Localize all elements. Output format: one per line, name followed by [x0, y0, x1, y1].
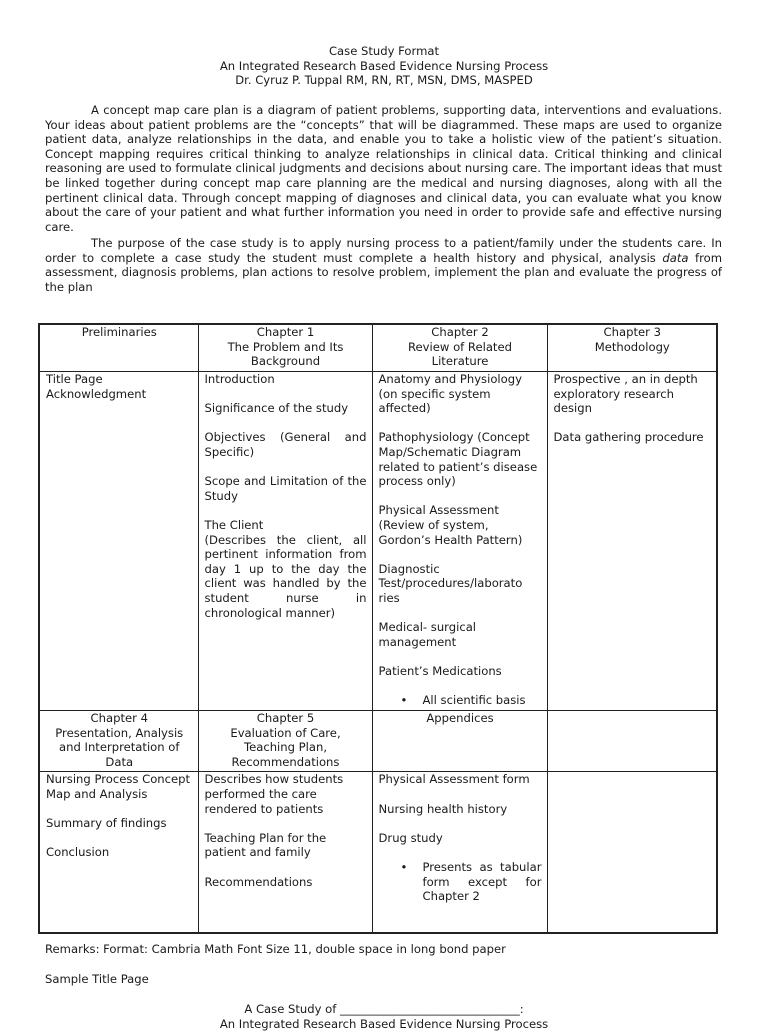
pathophysiology-item: Pathophysiology (Concept Map/Schematic Diagram related to patient’s disease process only): [378, 430, 538, 489]
header-chapter-1: [198, 324, 372, 372]
p2-text-before: The purpose of the case study is to apply nursing process to a patient/family under the students care. In order to complete a case study the student must complete a health history and physical, analysis: [45, 236, 722, 265]
recommendations-item: Recommendations: [204, 874, 313, 889]
assessment-form-item: Physical Assessment form: [378, 772, 530, 787]
chapter-3-cell: [547, 372, 717, 711]
data-gathering-item: Data gathering procedure: [553, 430, 704, 445]
chapter-5-label: Chapter 5: [256, 711, 315, 725]
integrated-process-line: An Integrated Research Based Evidence Nursing Process: [219, 1017, 549, 1031]
chapter-5-title: Evaluation of Care, Teaching Plan, Recommendations: [230, 725, 341, 769]
intro-paragraph-2: [45, 236, 722, 294]
chapter-3-label: Chapter 3: [603, 325, 661, 339]
scope-item: Scope and Limitation of the Study: [204, 474, 367, 503]
scientific-basis-bullet: [379, 693, 542, 708]
header-empty-cell: [547, 711, 717, 772]
drug-study-item: Drug study: [378, 830, 443, 845]
anatomy-item: Anatomy and Physiology (on specific system affected): [378, 372, 522, 416]
header-preliminaries-label: Preliminaries: [81, 325, 157, 339]
intro-paragraph-1: A concept map care plan is a diagram of patient problems, supporting data, interventions and evaluations. Your ideas about patient problems are the “concepts” that will be diagrammed. These maps are used to organize patient data, analyze relationships in the data, and enable you to take a holistic view of the patient’s situation. Concept mapping requires critical thinking to analyze relationships in clinical data. Critical thinking and clinical reasoning are used to formulate clinical judgments and decisions about nursing care. The important ideas that must be linked together during concept map care planning are the medical and nursing diagnoses, along with all the pertinent clinical data. Through concept mapping of diagnoses and clinical data, you can evaluate what you know about the care of your patient and what further information you need in order to provide safe and effective nursing care.: [45, 103, 722, 234]
remarks-line: Remarks: Format: Cambria Math Font Size 11, double space in long bond paper: [45, 942, 506, 956]
document-author: Dr. Cyruz P. Tuppal RM, RN, RT, MSN, DMS, MASPED: [235, 73, 533, 88]
table-row-1: [39, 372, 717, 711]
teaching-plan-item: Teaching Plan for the patient and family: [204, 830, 327, 860]
chapter-2-label: Chapter 2: [431, 325, 489, 339]
significance-item: Significance of the study: [204, 401, 349, 416]
p2-italic-data: data: [662, 250, 689, 265]
chapter-4-label: Chapter 4: [90, 711, 148, 725]
header-appendices: [372, 711, 547, 772]
medical-surgical-item: Medical- surgical management: [378, 620, 477, 649]
physical-assessment-item: Physical Assessment (Review of system, Gordon’s Health Pattern): [378, 503, 523, 547]
chapter-5-cell: [198, 772, 372, 934]
prospective-item: Prospective , an in depth exploratory research design: [553, 372, 698, 416]
describes-item: Describes how students performed the care rendered to patients: [204, 772, 344, 816]
sample-title-label: Sample Title Page: [45, 972, 149, 986]
title-page-item: Title Page: [46, 372, 103, 386]
preliminaries-cell: [39, 372, 198, 711]
header-chapter-4: [39, 711, 198, 772]
objectives-item: Objectives (General and Specific): [204, 430, 367, 459]
empty-cell: [547, 772, 717, 934]
health-history-item: Nursing health history: [378, 801, 508, 816]
chapter-3-title: Methodology: [594, 339, 670, 354]
appendices-label: Appendices: [426, 711, 494, 725]
introduction-item: Introduction: [204, 372, 275, 386]
client-description: (Describes the client, all pertinent information from day 1 up to the day the client was handled by the student nurse in chronological manner): [204, 532, 367, 620]
medications-item: Patient’s Medications: [378, 663, 502, 678]
tabular-form-bullet: [379, 860, 542, 904]
document-subtitle: An Integrated Research Based Evidence Nursing Process: [219, 58, 549, 73]
case-study-title-line: A Case Study of _______________________________:: [244, 1002, 524, 1016]
document-header: [0, 44, 768, 88]
header-chapter-3: [547, 324, 717, 372]
chapter-2-cell: [372, 372, 547, 711]
appendices-cell: [372, 772, 547, 934]
table-header-row-1: [39, 324, 717, 372]
diagnostic-item: Diagnostic Test/procedures/laborato ries: [378, 561, 523, 605]
table-header-row-2: [39, 711, 717, 772]
chapter-1-label: Chapter 1: [256, 325, 315, 339]
chapter-4-cell: [39, 772, 198, 934]
chapter-1-title: The Problem and Its Background: [227, 339, 344, 369]
header-chapter-5: [198, 711, 372, 772]
bullet-dot-icon: •: [400, 693, 408, 708]
client-item: The Client: [204, 517, 264, 532]
tabular-form-text: Presents as tabular form except for Chapter 2: [422, 859, 542, 904]
chapter-4-title: Presentation, Analysis and Interpretation of Data: [55, 725, 184, 769]
bullet-dot-icon: •: [400, 859, 408, 874]
table-row-2: [39, 772, 717, 934]
chapter-1-cell: [198, 372, 372, 711]
header-preliminaries: [39, 324, 198, 372]
conclusion-item: Conclusion: [46, 845, 110, 860]
p2-text-after: from assessment, diagnosis problems, plan actions to resolve problem, implement the plan and evaluate the progress of the plan: [45, 250, 722, 294]
document-title: Case Study Format: [328, 44, 440, 58]
chapter-2-title: Review of Related Literature: [408, 339, 512, 369]
summary-item: Summary of findings: [46, 816, 167, 831]
case-study-format-table: [38, 323, 718, 934]
scientific-basis-text: All scientific basis: [422, 693, 526, 708]
acknowledgment-item: Acknowledgment: [46, 386, 147, 401]
nursing-process-item: Nursing Process Concept Map and Analysis: [46, 772, 191, 801]
header-chapter-2: [372, 324, 547, 372]
